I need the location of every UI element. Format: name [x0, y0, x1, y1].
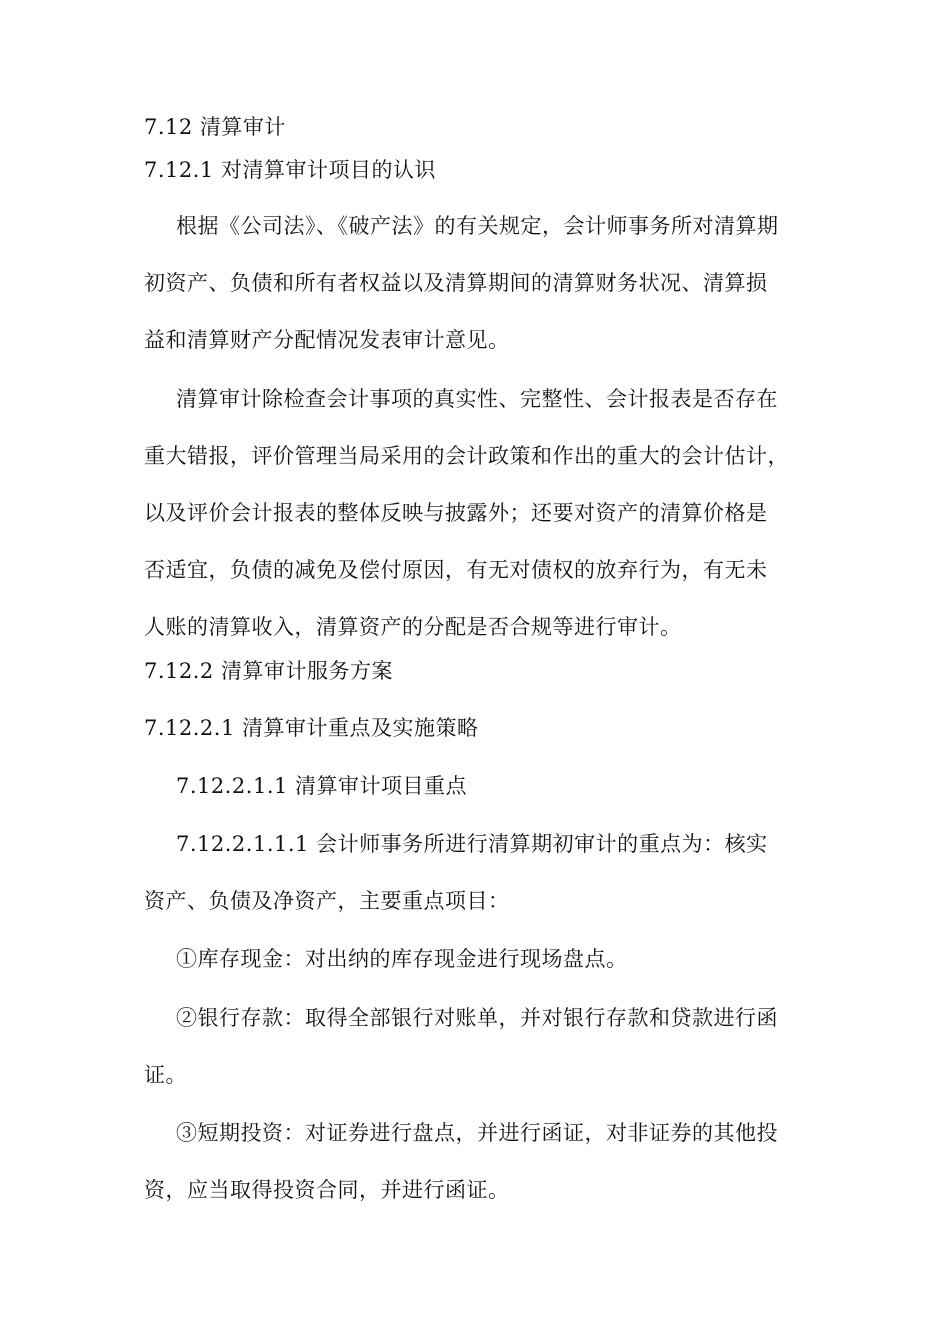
section-heading-7-12-2-1-1: 7.12.2.1.1 清算审计项目重点 — [176, 774, 468, 798]
section-heading-7-12-2-1: 7.12.2.1 清算审计重点及实施策略 — [144, 716, 479, 740]
list-item-continuation: 证。 — [144, 1063, 187, 1087]
paragraph-line: 人账的清算收入，清算资产的分配是否合规等进行审计。 — [144, 615, 682, 639]
paragraph-line: 资产、负债及净资产，主要重点项目： — [144, 889, 510, 913]
list-item: ③短期投资：对证券进行盘点，并进行函证，对非证券的其他投 — [176, 1121, 778, 1145]
paragraph-line: 重大错报，评价管理当局采用的会计政策和作出的重大的会计估计， — [144, 444, 789, 468]
paragraph-line: 清算审计除检查会计事项的真实性、完整性、会计报表是否存在 — [176, 387, 778, 411]
paragraph-line: 初资产、负债和所有者权益以及清算期间的清算财务状况、清算损 — [144, 271, 768, 295]
section-heading-7-12-1: 7.12.1 对清算审计项目的认识 — [144, 158, 436, 182]
paragraph-line: 7.12.2.1.1.1 会计师事务所进行清算期初审计的重点为：核实 — [176, 832, 768, 856]
list-item: ①库存现金：对出纳的库存现金进行现场盘点。 — [176, 947, 628, 971]
paragraph-line: 否适宜，负债的减免及偿付原因，有无对债权的放弃行为，有无未 — [144, 558, 768, 582]
paragraph-line: 以及评价会计报表的整体反映与披露外；还要对资产的清算价格是 — [144, 501, 768, 525]
section-heading-7-12: 7.12 清算审计 — [144, 115, 286, 139]
paragraph-line: 益和清算财产分配情况发表审计意见。 — [144, 328, 510, 352]
paragraph-line: 根据《公司法》、《破产法》的有关规定，会计师事务所对清算期 — [176, 214, 779, 238]
list-item: ②银行存款：取得全部银行对账单，并对银行存款和贷款进行函 — [176, 1006, 778, 1030]
list-item-continuation: 资，应当取得投资合同，并进行函证。 — [144, 1178, 510, 1202]
section-heading-7-12-2: 7.12.2 清算审计服务方案 — [144, 659, 393, 683]
